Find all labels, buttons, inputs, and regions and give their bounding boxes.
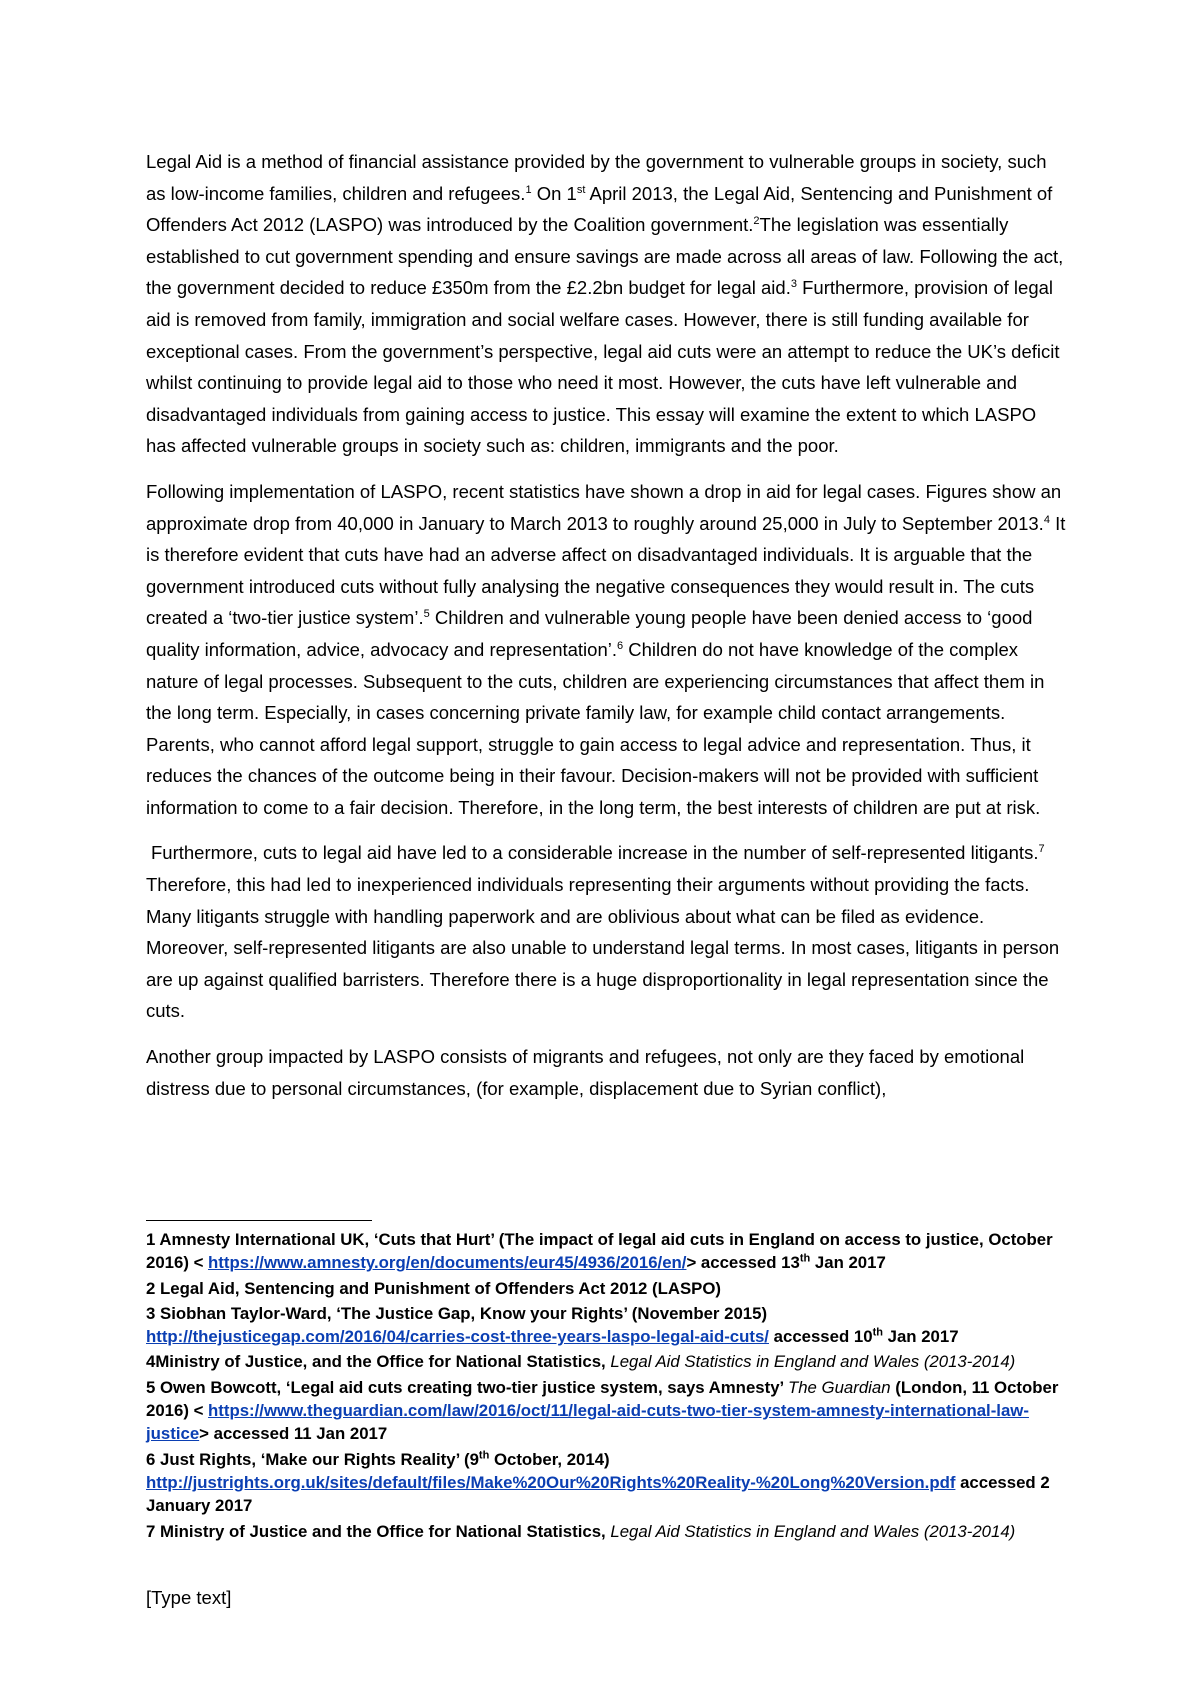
footnote-ref[interactable]: 1 bbox=[525, 183, 532, 196]
footnote-text: accessed 2 January 2017 bbox=[146, 1472, 1050, 1516]
footnote-text: Jan 2017 bbox=[810, 1253, 886, 1273]
footnote-ref[interactable]: 3 bbox=[790, 278, 797, 291]
paragraph-text: April 2013, the Legal Aid, Sentencing and Punishment of Offenders Act 2012 (LASPO) was introduced by the Coalition government. bbox=[146, 182, 1053, 236]
footnote-text: 2 Legal Aid, Sentencing and Punishment of Offenders Act 2012 (LASPO) bbox=[146, 1278, 722, 1298]
footnote-4 bbox=[146, 1350, 1076, 1373]
footnote-5 bbox=[146, 1376, 1076, 1446]
ordinal-suffix: th bbox=[872, 1326, 883, 1339]
paragraph-statistics bbox=[146, 476, 1066, 824]
footnote-2 bbox=[146, 1277, 1076, 1300]
ordinal-suffix: st bbox=[576, 183, 586, 196]
paragraph-text: Children do not have knowledge of the complex nature of legal processes. Subsequent to the cuts, children are experiencing circumstances that affect them in the long term. Especially, in cases concerning private family law, for example child contact arrangements. Parents, who cannot afford legal support, struggle to gain access to legal advice and representation. Thus, it reduces the chances of the outcome being in their favour. Decision-makers will not be provided with sufficient information to come to a fair decision. Therefore, in the long term, the best interests of children are put at risk. bbox=[146, 638, 1045, 818]
footnote-title: The Guardian bbox=[787, 1377, 891, 1397]
footnote-text: Jan 2017 bbox=[882, 1327, 959, 1347]
footnote-separator bbox=[146, 1220, 372, 1221]
paragraph-text: Children and vulnerable young people have been denied access to ‘good quality information, advice, advocacy and representation’. bbox=[146, 607, 1033, 660]
paragraph-text: Therefore, this had led to inexperienced individuals representing their arguments without providing the facts. Many litigants struggle with handling paperwork and are oblivious about what can be filed as evidence. Moreover, self-represented litigants are also unable to understand legal terms. In most cases, litigants in person are up against qualified barristers. Therefore there is a huge disproportionality in legal representation since the cuts. bbox=[146, 874, 1060, 1022]
footnote-text: October, 2014) bbox=[489, 1449, 610, 1469]
ordinal-suffix: th bbox=[799, 1252, 811, 1265]
paragraph-text: Following implementation of LASPO, recent statistics have shown a drop in aid for legal cases. Figures show an approximate drop from 40,000 in January to March 2013 to roughly around 25,000 in July to September 2013. bbox=[146, 480, 1062, 534]
footnote-ref[interactable]: 5 bbox=[423, 608, 430, 621]
footnote-ref[interactable]: 7 bbox=[1038, 843, 1045, 856]
footnote-link[interactable]: http://justrights.org.uk/sites/default/files/Make%20Our%20Rights%20Reality-%20Long%20Version.pdf bbox=[146, 1472, 956, 1492]
footnote-text: 4Ministry of Justice, and the Office for National Statistics, bbox=[146, 1352, 611, 1372]
footnote-ref[interactable]: 6 bbox=[617, 639, 624, 652]
footnote-text: 1 Amnesty International UK, ‘Cuts that Hurt’ (The impact of legal aid cuts in England on access to justice, October 2016) < bbox=[146, 1230, 1053, 1273]
footnote-ref[interactable]: 2 bbox=[753, 215, 760, 228]
body-text bbox=[146, 146, 1066, 1118]
footnote-link[interactable]: http://thejusticegap.com/2016/04/carries-cost-three-years-laspo-legal-aid-cuts/ bbox=[146, 1327, 769, 1347]
paragraph-intro bbox=[146, 146, 1066, 462]
paragraph-text: The legislation was essentially established to cut government spending and ensure savings are made across all areas of law. Following the act, the government decided to reduce £350m from the £2.2bn budget for legal aid. bbox=[146, 214, 1064, 299]
footnote-text: accessed 10 bbox=[768, 1327, 873, 1347]
footnote-link[interactable]: https://www.theguardian.com/law/2016/oct/11/legal-aid-cuts-two-tier-system-amnesty-international-law-justice bbox=[146, 1401, 1029, 1444]
footnote-7 bbox=[146, 1520, 1076, 1543]
footnote-link[interactable]: https://www.amnesty.org/en/documents/eur45/4936/2016/en/ bbox=[208, 1253, 687, 1273]
ordinal-suffix: th bbox=[478, 1449, 490, 1462]
footnote-text: 7 Ministry of Justice and the Office for National Statistics, bbox=[146, 1521, 611, 1541]
footnote-title: Legal Aid Statistics in England and Wales (2013-2014) bbox=[610, 1521, 1016, 1541]
paragraph-text: Another group impacted by LASPO consists of migrants and refugees, not only are they faced by emotional distress due to personal circumstances, (for example, displacement due to Syrian conflict), bbox=[146, 1046, 1025, 1099]
paragraph-litigants bbox=[146, 837, 1066, 1027]
footnote-text: 3 Siobhan Taylor-Ward, ‘The Justice Gap, Know your Rights’ (November 2015) bbox=[146, 1303, 768, 1323]
footnote-text: > accessed 11 Jan 2017 bbox=[199, 1424, 388, 1444]
footnote-text: 5 Owen Bowcott, ‘Legal aid cuts creating two-tier justice system, says Amnesty’ bbox=[146, 1377, 788, 1397]
footnote-6 bbox=[146, 1448, 1076, 1518]
paragraph-text: On 1 bbox=[531, 182, 577, 204]
paragraph-text: Furthermore, provision of legal aid is removed from family, immigration and social welfare cases. However, there is still funding available for exceptional cases. From the government’s perspective, legal aid cuts were an attempt to reduce the UK’s deficit whilst continuing to provide legal aid to those who need it most. However, the cuts have left vulnerable and disadvantaged individuals from gaining access to justice. This essay will examine the extent to which LASPO has affected vulnerable groups in society such as: children, immigrants and the poor. bbox=[146, 277, 1060, 457]
paragraph-text: Furthermore, cuts to legal aid have led to a considerable increase in the number of self-represented litigants. bbox=[151, 842, 1039, 864]
footnote-title: Legal Aid Statistics in England and Wales (2013-2014) bbox=[610, 1352, 1016, 1372]
paragraph-text: Legal Aid is a method of financial assistance provided by the government to vulnerable groups in society, such as low-income families, children and refugees. bbox=[146, 151, 1047, 204]
footnote-text: (London, 11 October 2016) < bbox=[146, 1377, 1059, 1421]
footnote-text: > accessed 13 bbox=[686, 1253, 800, 1273]
footnote-text: 6 Just Rights, ‘Make our Rights Reality’ (9 bbox=[146, 1449, 479, 1469]
paragraph-migrants bbox=[146, 1041, 1066, 1104]
footnote-ref[interactable]: 4 bbox=[1043, 513, 1050, 526]
paragraph-text: It is therefore evident that cuts have had an adverse affect on disadvantaged individuals. It is arguable that the government introduced cuts without fully analysing the negative consequences they would result in. The cuts created a ‘two-tier justice system’. bbox=[146, 512, 1066, 629]
footnote-3 bbox=[146, 1302, 1076, 1349]
footnotes bbox=[146, 1228, 1076, 1545]
placeholder-text[interactable]: [Type text] bbox=[146, 1587, 232, 1608]
footnote-1 bbox=[146, 1228, 1076, 1275]
